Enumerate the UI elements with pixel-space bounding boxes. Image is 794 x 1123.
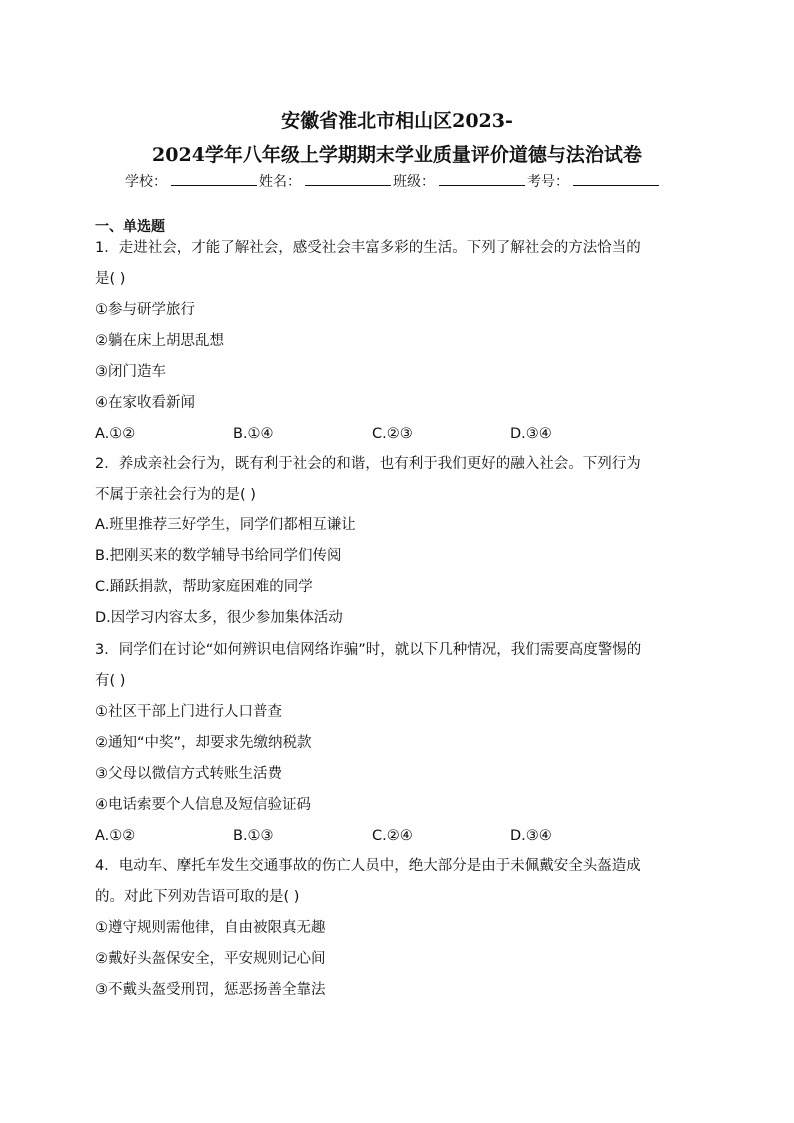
question-3-stem-line2: 有( ) (95, 673, 126, 689)
question-2-choice-d[interactable]: D.因学习内容太多，很少参加集体活动 (95, 610, 343, 626)
question-1-item-3: ③闭门造车 (95, 364, 166, 380)
question-1-item-1: ①参与研学旅行 (95, 302, 195, 318)
exam-title-line1: 安徽省淮北市相山区2023- (281, 110, 513, 132)
question-3-option-c[interactable]: C.②④ (372, 828, 413, 844)
question-1-stem-line1: 1．走进社会，才能了解社会，感受社会丰富多彩的生活。下列了解社会的方法恰当的 (95, 240, 641, 256)
question-2-choice-a[interactable]: A.班里推荐三好学生，同学们都相互谦让 (95, 517, 356, 533)
question-2-choice-b[interactable]: B.把刚买来的数学辅导书给同学们传阅 (95, 548, 342, 564)
question-4-item-2: ②戴好头盔保安全，平安规则记心间 (95, 951, 326, 967)
question-3-item-4: ④电话索要个人信息及短信验证码 (95, 797, 311, 813)
question-3-option-d[interactable]: D.③④ (510, 828, 552, 844)
school-blank[interactable] (171, 171, 257, 186)
question-3-stem-line1: 3．同学们在讨论“如何辨识电信网络诈骗”时，就以下几种情况，我们需要高度警惕的 (95, 642, 642, 658)
question-1-option-a[interactable]: A.①② (95, 426, 136, 442)
name-label: 姓名： (259, 174, 301, 190)
question-3-option-a[interactable]: A.①② (95, 828, 136, 844)
question-3-option-b[interactable]: B.①③ (233, 828, 274, 844)
class-label: 班级： (393, 174, 435, 190)
question-1-item-4: ④在家收看新闻 (95, 395, 195, 411)
question-1-option-b[interactable]: B.①④ (233, 426, 274, 442)
exam-no-label: 考号： (527, 174, 569, 190)
question-1-stem-line2: 是( ) (95, 271, 126, 287)
class-blank[interactable] (439, 171, 525, 186)
question-3-item-1: ①社区干部上门进行人口普查 (95, 704, 282, 720)
school-label: 学校： (125, 174, 167, 190)
name-blank[interactable] (305, 171, 391, 186)
question-1-option-d[interactable]: D.③④ (510, 426, 552, 442)
exam-title-line2: 2024学年八年级上学期期末学业质量评价道德与法治试卷 (152, 144, 642, 166)
question-4-item-1: ①遵守规则需他律，自由被限真无趣 (95, 920, 326, 936)
question-2-choice-c[interactable]: C.踊跃捐款，帮助家庭困难的同学 (95, 579, 313, 595)
question-4-stem-line2: 的。对此下列劝告语可取的是( ) (95, 889, 300, 905)
question-1-option-c[interactable]: C.②③ (372, 426, 413, 442)
student-info-row (125, 171, 661, 191)
question-1-item-2: ②躺在床上胡思乱想 (95, 333, 224, 349)
exam-no-blank[interactable] (573, 171, 659, 186)
question-4-item-3: ③不戴头盔受刑罚，惩恶扬善全靠法 (95, 982, 326, 998)
question-3-item-2: ②通知“中奖”，却要求先缴纳税款 (95, 735, 312, 751)
question-3-item-3: ③父母以微信方式转账生活费 (95, 766, 282, 782)
section-title: 一、单选题 (95, 219, 165, 235)
question-2-stem-line1: 2．养成亲社会行为，既有利于社会的和谐，也有利于我们更好的融入社会。下列行为 (95, 456, 641, 472)
question-2-stem-line2: 不属于亲社会行为的是( ) (95, 487, 256, 503)
question-4-stem-line1: 4．电动车、摩托车发生交通事故的伤亡人员中，绝大部分是由于未佩戴安全头盔造成 (95, 858, 641, 874)
